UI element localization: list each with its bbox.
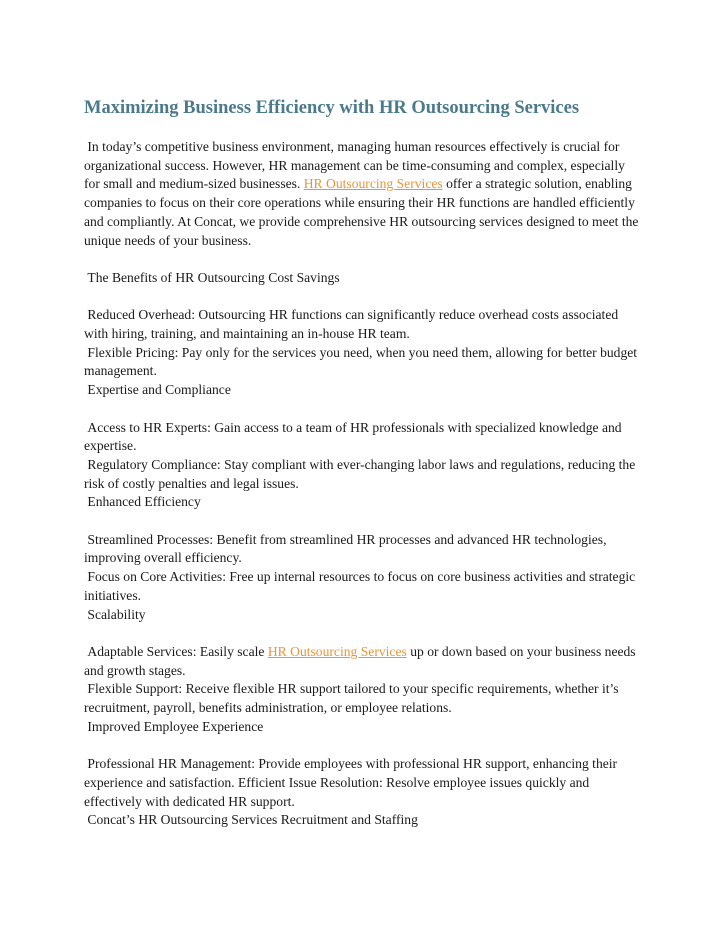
- adaptable-text-after-link: up or down based on your business needs and growth stages.: [84, 643, 640, 678]
- access-experts-paragraph: Access to HR Experts: Gain access to a team of HR professionals with specialized knowledge and expertise.: [84, 419, 625, 454]
- document-body: [84, 138, 644, 830]
- reduced-overhead-paragraph: Reduced Overhead: Outsourcing HR functions can significantly reduce overhead costs associated with hiring, training, and maintaining an in-house HR team.: [84, 307, 622, 341]
- efficiency-heading: Enhanced Efficiency: [84, 494, 201, 510]
- intro-text-before-link: In today’s competitive business environment, managing human resources effectively is crucial for organizational success. However, HR management can be time-consuming and complex, especially for small and medium-sized businesses.: [84, 139, 629, 192]
- focus-core-paragraph: Focus on Core Activities: Free up internal resources to focus on core business activities and strategic initiatives.: [84, 569, 639, 603]
- professional-hr-paragraph: Professional HR Management: Provide employees with professional HR support, enhancing their experience and satisfaction. Efficient Issue Resolution: Resolve employee issues quickly and effectively with dedicated HR support.: [84, 756, 621, 809]
- concat-services-heading: Concat’s HR Outsourcing Services Recruitment and Staffing: [84, 812, 418, 828]
- intro-text-after-link: offer a strategic solution, enabling companies to focus on their core operations while ensuring their HR functions are handled efficiently and compliantly. At Concat, we provide comprehensive HR outsourcing services designed to meet the unique needs of your business.: [84, 176, 642, 248]
- adaptable-services-paragraph: [84, 643, 644, 680]
- document-title: Maximizing Business Efficiency with HR Outsourcing Services: [84, 98, 580, 118]
- regulatory-compliance-paragraph: Regulatory Compliance: Stay compliant with ever-changing labor laws and regulations, reducing the risk of costly penalties and legal issues.: [84, 456, 639, 491]
- benefits-heading: The Benefits of HR Outsourcing Cost Savings: [84, 269, 340, 285]
- hr-outsourcing-link-2[interactable]: HR Outsourcing Services: [267, 643, 407, 659]
- scalability-heading: Scalability: [84, 606, 146, 622]
- employee-experience-heading: Improved Employee Experience: [84, 718, 264, 734]
- flexible-support-paragraph: Flexible Support: Receive flexible HR support tailored to your specific requirements, whether it’s recruitment, payroll, benefits administration, or employee relations.: [84, 681, 622, 716]
- adaptable-text-before-link: Adaptable Services: Easily scale: [84, 643, 268, 659]
- flexible-pricing-paragraph: Flexible Pricing: Pay only for the services you need, when you need them, allowing for better budget management.: [84, 344, 641, 379]
- expertise-heading: Expertise and Compliance: [84, 382, 231, 398]
- hr-outsourcing-link[interactable]: HR Outsourcing Services: [303, 176, 443, 192]
- intro-paragraph: [84, 138, 644, 250]
- streamlined-processes-paragraph: Streamlined Processes: Benefit from streamlined HR processes and advanced HR technologies, improving overall efficiency.: [84, 531, 610, 566]
